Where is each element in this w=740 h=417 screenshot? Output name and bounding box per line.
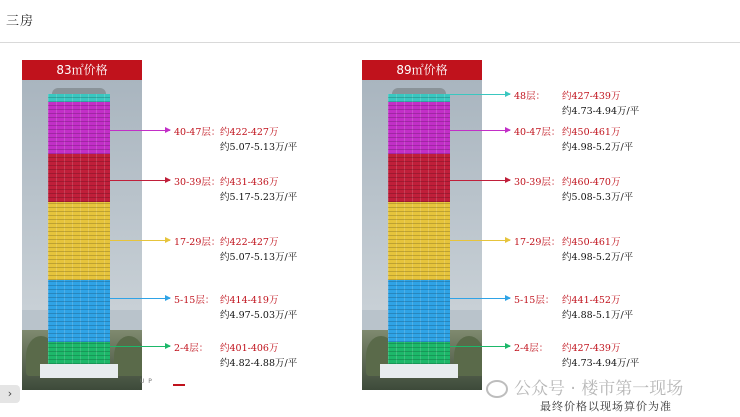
tower: [48, 88, 110, 378]
unit-price: 约5.08-5.3万/平: [562, 192, 634, 203]
unit-price: 约4.82-4.88万/平: [220, 358, 298, 369]
band-30-39: [48, 154, 110, 202]
band-roof: [48, 94, 110, 102]
floors-label: 40-47层：: [174, 127, 221, 138]
tree: [114, 336, 142, 376]
arrow-5-15: [450, 298, 510, 299]
band-5-15: [48, 280, 110, 342]
panel-header: 89㎡价格: [362, 60, 482, 80]
next-slide-button[interactable]: ›: [0, 385, 20, 403]
watermark: [486, 374, 683, 399]
floors-label: 40-47层：: [514, 127, 561, 138]
floors-label: 2-4层：: [514, 343, 549, 354]
band-17-29: [48, 202, 110, 280]
band-2-4: [48, 342, 110, 364]
arrow-5-15: [110, 298, 170, 299]
total-price: 约441-452万: [562, 295, 621, 306]
band-5-15: [388, 280, 450, 342]
price-note: 最终价格以现场算价为准: [540, 400, 672, 413]
arrow-2-4: [450, 346, 510, 347]
watermark-text: 公众号 · 楼市第一现场: [514, 379, 684, 399]
arrow-40-47: [110, 130, 170, 131]
unit-price: 约4.98-5.2万/平: [562, 142, 634, 153]
unit-price: 约5.07-5.13万/平: [220, 252, 298, 263]
building-image-83: [22, 60, 142, 390]
unit-price: 约4.97-5.03万/平: [220, 310, 298, 321]
arrow-2-4: [110, 346, 170, 347]
total-price: 约427-439万: [562, 343, 621, 354]
total-price: 约431-436万: [220, 177, 279, 188]
floors-label: 30-39层：: [174, 177, 221, 188]
band-48: [388, 94, 450, 102]
tower: [388, 88, 450, 378]
page-title: 三房: [6, 14, 35, 29]
total-price: 约450-461万: [562, 127, 621, 138]
unit-price: 约5.07-5.13万/平: [220, 142, 298, 153]
wechat-icon: [486, 380, 508, 398]
total-price: 约422-427万: [220, 127, 279, 138]
unit-price: 约4.73-4.94万/平: [562, 106, 640, 117]
band-40-47: [388, 102, 450, 154]
band-30-39: [388, 154, 450, 202]
total-price: 约414-419万: [220, 295, 279, 306]
arrow-17-29: [450, 240, 510, 241]
unit-price: 约4.88-5.1万/平: [562, 310, 634, 321]
band-40-47: [48, 102, 110, 154]
total-price: 约450-461万: [562, 237, 621, 248]
floors-label: 48层：: [514, 91, 546, 102]
logo-fragment: U P: [140, 378, 153, 385]
tree: [454, 336, 482, 376]
unit-price: 约4.73-4.94万/平: [562, 358, 640, 369]
podium: [40, 364, 118, 378]
floors-label: 2-4层：: [174, 343, 209, 354]
arrow-48: [450, 94, 510, 95]
total-price: 约422-427万: [220, 237, 279, 248]
arrow-17-29: [110, 240, 170, 241]
total-price: 约460-470万: [562, 177, 621, 188]
total-price: 约427-439万: [562, 91, 621, 102]
band-17-29: [388, 202, 450, 280]
total-price: 约401-406万: [220, 343, 279, 354]
divider: [0, 42, 740, 43]
floors-label: 5-15层：: [174, 295, 215, 306]
podium: [380, 364, 458, 378]
unit-price: 约5.17-5.23万/平: [220, 192, 298, 203]
building-image-89: [362, 60, 482, 390]
arrow-30-39: [110, 180, 170, 181]
logo-mark: [173, 384, 185, 386]
arrow-30-39: [450, 180, 510, 181]
floors-label: 17-29层：: [514, 237, 561, 248]
panel-header: 83㎡价格: [22, 60, 142, 80]
band-2-4: [388, 342, 450, 364]
floors-label: 30-39层：: [514, 177, 561, 188]
floors-label: 17-29层：: [174, 237, 221, 248]
arrow-40-47: [450, 130, 510, 131]
unit-price: 约4.98-5.2万/平: [562, 252, 634, 263]
floors-label: 5-15层：: [514, 295, 555, 306]
